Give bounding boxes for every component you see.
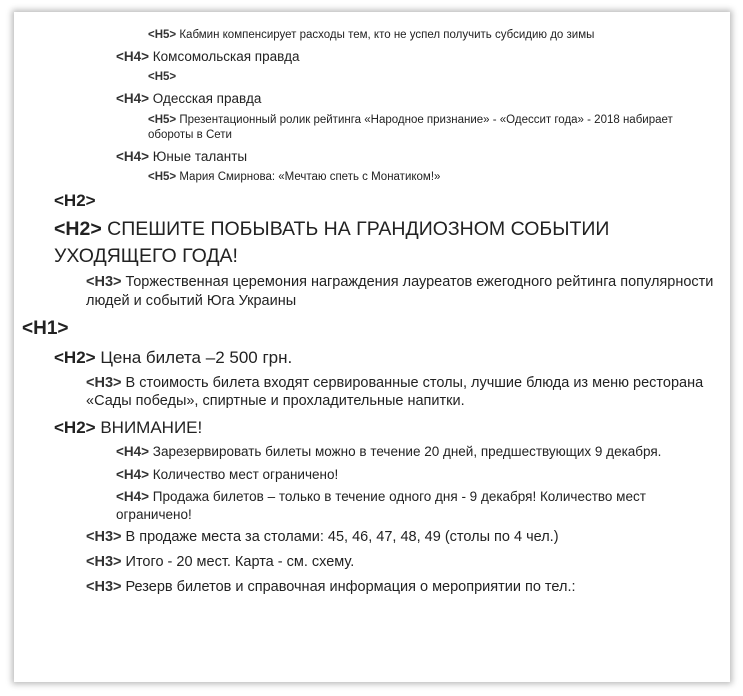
- heading-tag: <H2>: [54, 348, 96, 368]
- heading-tag: <H5>: [148, 171, 177, 184]
- outline-item-h4[interactable]: [14, 90, 730, 108]
- heading-text: Количество мест ограничено!: [152, 466, 339, 482]
- heading-tag: <H5>: [148, 71, 177, 84]
- outline-item-h3[interactable]: [14, 374, 730, 412]
- outline-item-h2[interactable]: [14, 216, 730, 269]
- heading-tag: <H3>: [86, 579, 122, 596]
- heading-tag: <H4>: [116, 148, 150, 164]
- outline-item-h5[interactable]: [14, 113, 730, 143]
- heading-tag: <H4>: [116, 91, 150, 107]
- heading-tag: <H3>: [86, 274, 122, 291]
- outline-item-h5[interactable]: [14, 170, 730, 185]
- heading-text: Комсомольская правда: [152, 48, 300, 64]
- outline-item-h3[interactable]: [14, 578, 730, 597]
- heading-text: Одесская правда: [152, 91, 262, 107]
- heading-tag: <H4>: [116, 466, 150, 482]
- heading-text: В стоимость билета входят сервированные столы, лучшие блюда из меню ресторана «Сады победы», спиртные и прохладительные напитки.: [86, 374, 704, 410]
- outline-item-h4[interactable]: [14, 48, 730, 66]
- heading-text: В продаже места за столами: 45, 46, 47, 48, 49 (столы по 4 чел.): [125, 529, 559, 546]
- outline-item-h4[interactable]: [14, 488, 730, 523]
- outline-item-h4[interactable]: [14, 443, 730, 461]
- outline-item-h5[interactable]: [14, 70, 730, 85]
- heading-text: ВНИМАНИЕ!: [100, 418, 203, 438]
- heading-tag: <H3>: [86, 554, 122, 571]
- heading-tag: <H4>: [116, 489, 150, 505]
- heading-tag: <H2>: [54, 191, 96, 211]
- heading-text: Цена билета –2 500 грн.: [100, 348, 293, 368]
- heading-text: Резерв билетов и справочная информация о мероприятии по тел.:: [125, 579, 576, 596]
- heading-text: Зарезервировать билеты можно в течение 20 дней, предшествующих 9 декабря.: [152, 444, 662, 460]
- heading-text: Продажа билетов – только в течение одного дня - 9 декабря! Количество мест ограничено!: [116, 489, 646, 522]
- heading-tag: <H2>: [54, 218, 102, 241]
- heading-outline: [14, 12, 730, 597]
- heading-text: Юные таланты: [152, 148, 248, 164]
- heading-tag: <H5>: [148, 113, 177, 126]
- heading-tag: <H3>: [86, 529, 122, 546]
- heading-text: Мария Смирнова: «Мечтаю спеть с Монатиком!»: [179, 171, 441, 184]
- outline-item-h2[interactable]: [14, 417, 730, 439]
- outline-panel: [14, 12, 730, 682]
- heading-tag: <H5>: [148, 29, 177, 41]
- outline-item-h3[interactable]: [14, 553, 730, 572]
- heading-tag: <H3>: [86, 374, 122, 391]
- heading-text: Итого - 20 мест. Карта - см. схему.: [125, 554, 355, 571]
- heading-tag: <H4>: [116, 444, 150, 460]
- outline-item-h4[interactable]: [14, 466, 730, 484]
- heading-text: Кабмин компенсирует расходы тем, кто не успел получить субсидию до зимы: [179, 29, 595, 41]
- heading-tag: <H4>: [116, 48, 150, 64]
- outline-item-h4[interactable]: [14, 148, 730, 166]
- heading-text: Презентационный ролик рейтинга «Народное признание» - «Одессит года» - 2018 набирает обороты в Сети: [148, 113, 673, 141]
- outline-item-h1[interactable]: [14, 317, 730, 342]
- outline-item-h2[interactable]: [14, 190, 730, 212]
- outline-item-h2[interactable]: [14, 347, 730, 369]
- outline-item-h3[interactable]: [14, 528, 730, 547]
- heading-text: Торжественная церемония награждения лауреатов ежегодного рейтинга популярности людей и событий Юга Украины: [86, 274, 714, 309]
- heading-text: СПЕШИТЕ ПОБЫВАТЬ НА ГРАНДИОЗНОМ СОБЫТИИ УХОДЯЩЕГО ГОДА!: [54, 218, 610, 267]
- heading-tag: <H2>: [54, 418, 96, 438]
- outline-item-h5[interactable]: [14, 28, 730, 43]
- heading-tag: <H1>: [22, 317, 69, 339]
- outline-item-h3[interactable]: [14, 273, 730, 311]
